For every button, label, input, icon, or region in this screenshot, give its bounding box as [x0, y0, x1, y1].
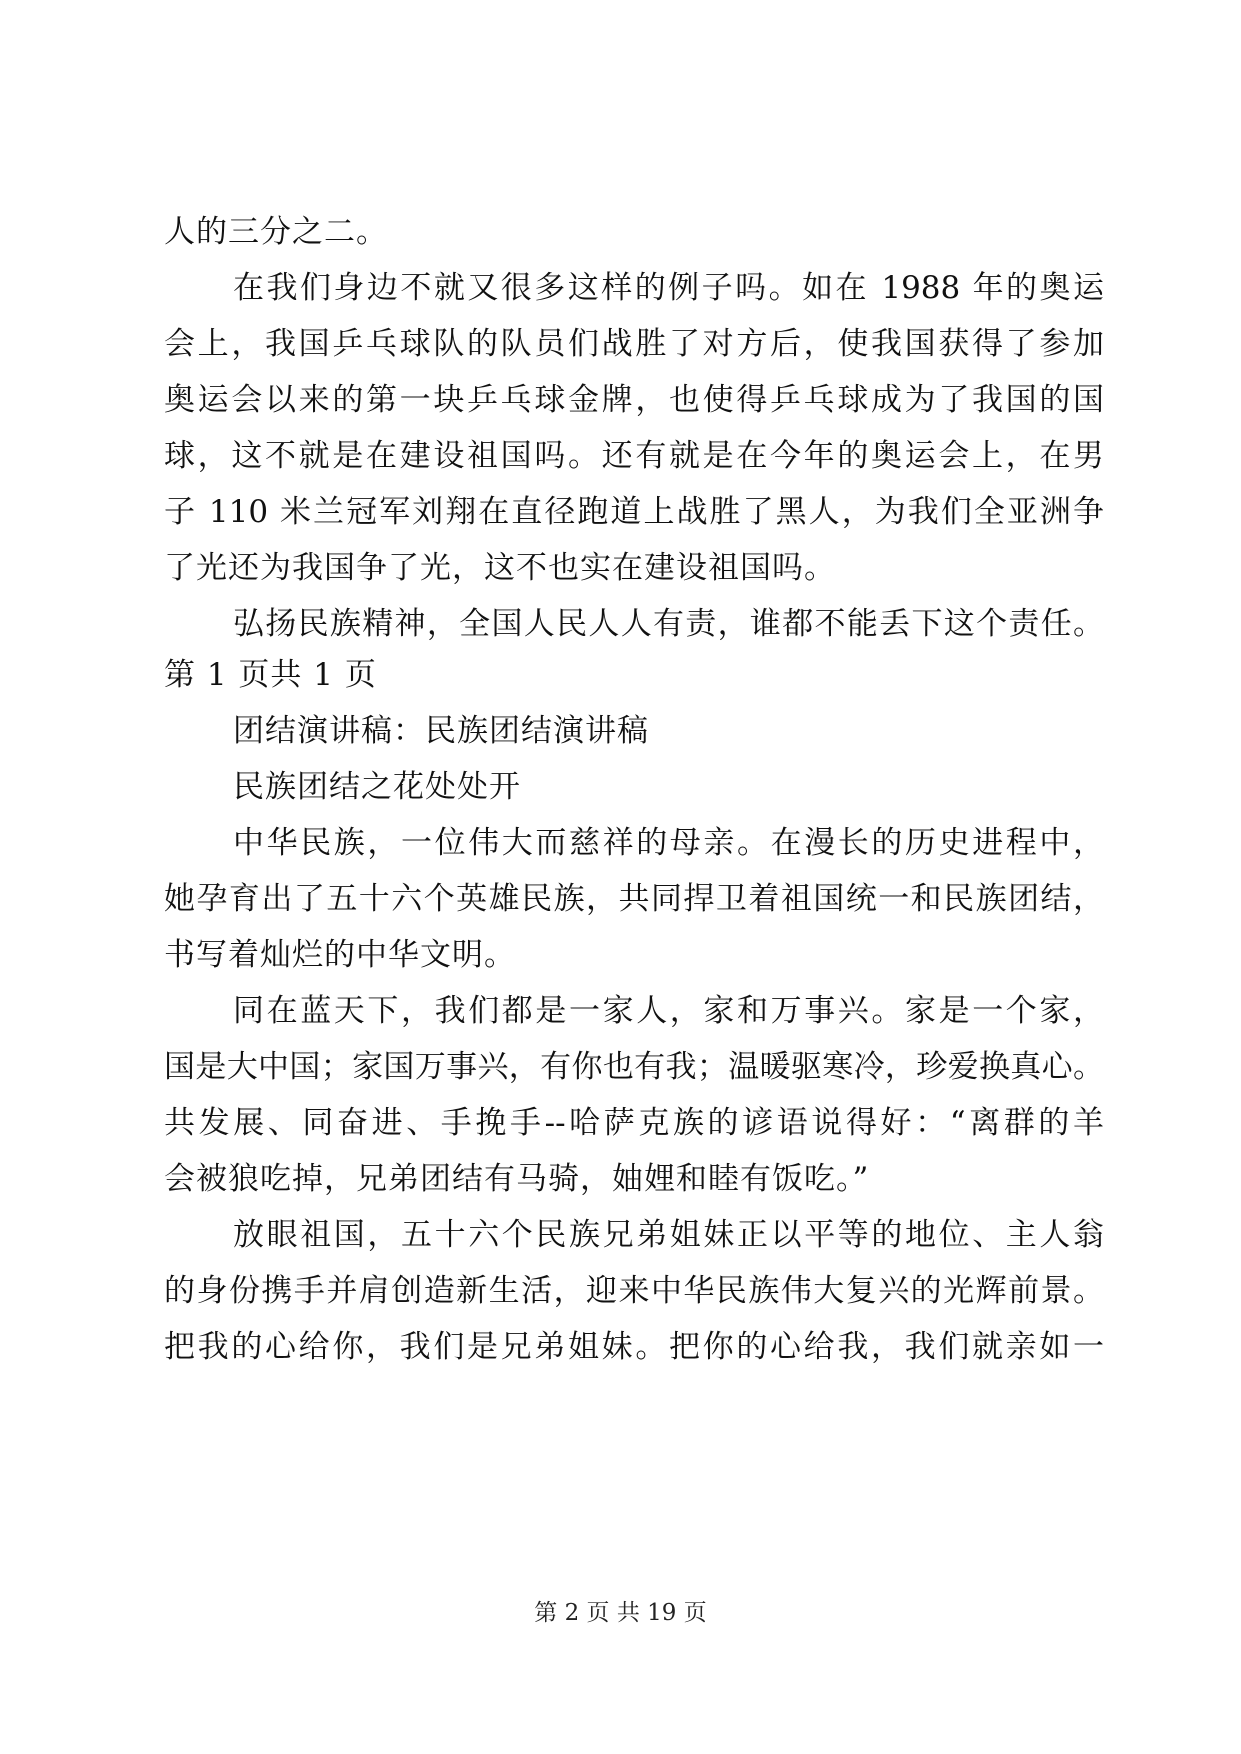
text-line: 把我的心给你，我们是兄弟姐妹。把你的心给我，我们就亲如一 [164, 1329, 1104, 1365]
text-line: 子 110 米兰冠军刘翔在直径跑道上战胜了黑人，为我们全亚洲争 [164, 494, 1104, 530]
text-line: 了光还为我国争了光，这不也实在建设祖国吗。 [164, 550, 836, 586]
text-line: 书写着灿烂的中华文明。 [164, 937, 516, 973]
text-line: 共发展、同奋进、手挽手--哈萨克族的谚语说得好：“离群的羊 [164, 1105, 1104, 1141]
text-line: 中华民族，一位伟大而慈祥的母亲。在漫长的历史进程中， [233, 825, 1104, 861]
text-line: 国是大中国；家国万事兴，有你也有我；温暖驱寒冷，珍爱换真心。 [164, 1049, 1104, 1085]
text-line: 人的三分之二。 [164, 214, 388, 250]
text-line: 会上，我国乒乓球队的队员们战胜了对方后，使我国获得了参加 [164, 326, 1104, 362]
text-line: 同在蓝天下，我们都是一家人，家和万事兴。家是一个家， [233, 993, 1104, 1029]
text-line: 会被狼吃掉，兄弟团结有马骑，妯娌和睦有饭吃。” [164, 1161, 870, 1197]
page-count-line: 第 1 页共 1 页 [164, 657, 377, 693]
speech-title: 团结演讲稿：民族团结演讲稿 [233, 713, 649, 749]
text-line: 的身份携手并肩创造新生活，迎来中华民族伟大复兴的光辉前景。 [164, 1273, 1104, 1309]
speech-subtitle: 民族团结之花处处开 [233, 769, 521, 805]
text-line: 她孕育出了五十六个英雄民族，共同捍卫着祖国统一和民族团结， [164, 881, 1104, 917]
page-footer: 第 2 页 共 19 页 [534, 1600, 707, 1626]
text-line: 奥运会以来的第一块乒乓球金牌，也使得乒乓球成为了我国的国 [164, 382, 1104, 418]
text-line: 在我们身边不就又很多这样的例子吗。如在 1988 年的奥运 [233, 270, 1104, 306]
text-line: 球，这不就是在建设祖国吗。还有就是在今年的奥运会上，在男 [164, 438, 1104, 474]
text-line: 弘扬民族精神，全国人民人人有责，谁都不能丢下这个责任。 [233, 606, 1104, 642]
text-line: 放眼祖国，五十六个民族兄弟姐妹正以平等的地位、主人翁 [233, 1217, 1104, 1253]
